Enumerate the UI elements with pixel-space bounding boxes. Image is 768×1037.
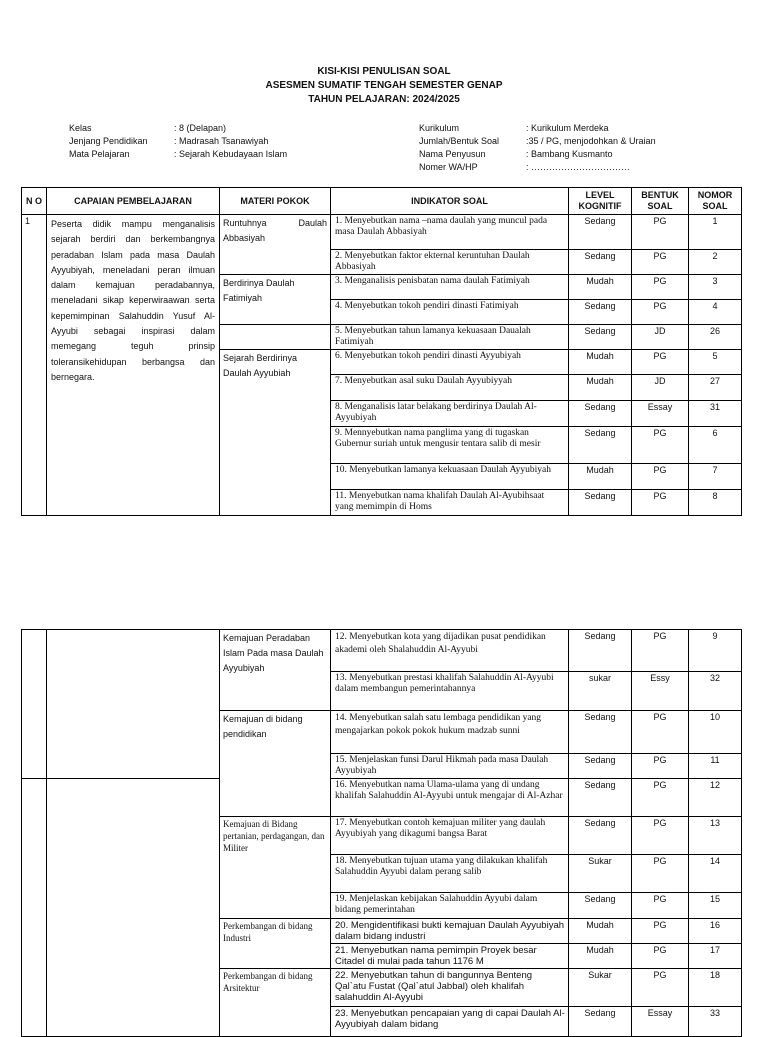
bentuk-cell: PG xyxy=(632,215,689,250)
nomor-cell: 17 xyxy=(689,944,742,969)
bentuk-cell: PG xyxy=(632,779,689,817)
nomor-cell: 27 xyxy=(689,375,742,401)
bentuk-cell: PG xyxy=(632,754,689,779)
bentuk-cell: PG xyxy=(632,919,689,944)
nomor-cell: 1 xyxy=(689,215,742,250)
bentuk-cell: PG xyxy=(632,855,689,893)
nomor-cell: 14 xyxy=(689,855,742,893)
indikator-text: 9. Mennyebutkan nama panglima yang di tugaskan Gubernur suriah untuk mengusir tentara salib di mesir xyxy=(331,427,569,464)
capaian-empty xyxy=(47,630,220,779)
indikator-text: 13. Menyebutkan prestasi khalifah Salahuddin Al-Ayyubi dalam membangun pemerintahannya xyxy=(331,672,569,711)
nomor-cell: 16 xyxy=(689,919,742,944)
level-cell: Sedang xyxy=(569,817,632,855)
bentuk-cell: PG xyxy=(632,464,689,490)
level-cell: Mudah xyxy=(569,919,632,944)
indikator-text: 6. Menyebutkan tokoh pendiri dinasti Ayyubiyah xyxy=(331,350,569,375)
indikator-text: 17. Menyebutkan contoh kemajuan militer yang daulah Ayyubiyah yang dikagumi bangsa Barat xyxy=(331,817,569,855)
indikator-text: 21. Menyebutkan nama pemimpin Proyek besar Citadel di mulai pada tahun 1176 M xyxy=(331,944,569,969)
level-cell: Mudah xyxy=(569,375,632,401)
indikator-text: 5. Menyebutkan tahun lamanya kekuasaan Daualah Fatimiyah xyxy=(331,325,569,350)
nomor-cell: 10 xyxy=(689,711,742,754)
materi-berdirinya-fatimiyah: Berdirinya Daulah Fatimiyah xyxy=(220,275,331,325)
indikator-text: 4. Menyebutkan tokoh pendiri dinasti Fatimiyah xyxy=(331,300,569,325)
indikator-text: 23. Menyebutkan pencapaian yang di capai Daulah Al-Ayyubiyah dalam bidang xyxy=(331,1007,569,1037)
materi-kemajuan-peradaban: Kemajuan Peradaban Islam Pada masa Daulah Ayyubiyah xyxy=(220,630,331,711)
indikator-text: 18. Menyebutkan tujuan utama yang dilakukan khalifah Salahuddin Ayyubi dalam perang salib xyxy=(331,855,569,893)
meta-label: Kurikulum xyxy=(419,123,460,133)
meta-label: Nomer WA/HP xyxy=(419,162,478,172)
level-cell: Sedang xyxy=(569,401,632,427)
bentuk-cell: PG xyxy=(632,490,689,516)
meta-label: Nama Penyusun xyxy=(419,149,486,159)
indikator-text: 3. Menganalisis penisbatan nama daulah Fatimiyah xyxy=(331,275,569,300)
bentuk-cell: PG xyxy=(632,817,689,855)
level-cell: Mudah xyxy=(569,944,632,969)
col-header-nomor: NOMOR SOAL xyxy=(689,188,742,215)
level-cell: Sukar xyxy=(569,969,632,1007)
level-cell: Sedang xyxy=(569,779,632,817)
indikator-text: 8. Menganalisis latar belakang berdirinya Daulah Al-Ayyubiyah xyxy=(331,401,569,427)
row-number: 1 xyxy=(22,215,47,516)
level-cell: Sedang xyxy=(569,250,632,275)
indikator-text: 1. Menyebutkan nama –nama daulah yang muncul pada masa Daulah Abbasiyah xyxy=(331,215,569,250)
materi-kemajuan-pertanian: Kemajuan di Bidang pertanian, perdagangan, dan Militer xyxy=(220,817,331,919)
level-cell: Sedang xyxy=(569,300,632,325)
table-header-row xyxy=(22,188,742,215)
bentuk-cell: PG xyxy=(632,944,689,969)
kisi-table-1 xyxy=(21,187,742,516)
meta-label: Mata Pelajaran xyxy=(69,149,130,159)
bentuk-cell: PG xyxy=(632,350,689,375)
meta-left xyxy=(69,122,287,161)
nomor-cell: 11 xyxy=(689,754,742,779)
nomor-cell: 12 xyxy=(689,779,742,817)
bentuk-cell: PG xyxy=(632,300,689,325)
level-cell: Mudah xyxy=(569,350,632,375)
table-row xyxy=(22,215,742,250)
col-header-capaian: CAPAIAN PEMBELAJARAN xyxy=(47,188,220,215)
bentuk-cell: PG xyxy=(632,893,689,919)
indikator-text: 11. Menyebutkan nama khalifah Daulah Al-Ayubihsaat yang memimpin di Homs xyxy=(331,490,569,516)
bentuk-cell: JD xyxy=(632,375,689,401)
indikator-text: 19. Menjelaskan kebijakan Salahuddin Ayyubi dalam bidang pemerintahan xyxy=(331,893,569,919)
bentuk-cell: PG xyxy=(632,630,689,672)
meta-label: Jumlah/Bentuk Soal xyxy=(419,136,500,146)
meta-value: : Kurikulum Merdeka xyxy=(526,123,609,133)
table-row xyxy=(22,779,742,817)
materi-kemajuan-pendidikan: Kemajuan di bidang pendidikan xyxy=(220,711,331,817)
indikator-text: 22. Menyebutkan tahun di bangunnya Benteng Qal`atu Fustat (Qal`atul Jabbal) oleh khalifah salahuddin Al-Ayyubi xyxy=(331,969,569,1007)
nomor-cell: 9 xyxy=(689,630,742,672)
level-cell: Sedang xyxy=(569,215,632,250)
level-cell: Sukar xyxy=(569,855,632,893)
nomor-cell: 8 xyxy=(689,490,742,516)
nomor-cell: 2 xyxy=(689,250,742,275)
nomor-cell: 33 xyxy=(689,1007,742,1037)
indikator-text: 16. Menyebutkan nama Ulama-ulama yang di undang khalifah Salahuddin Al-Ayyubi untuk mengajar di Al-Azhar xyxy=(331,779,569,817)
nomor-cell: 13 xyxy=(689,817,742,855)
nomor-cell: 6 xyxy=(689,427,742,464)
kisi-table-2 xyxy=(21,629,742,1037)
bentuk-cell: PG xyxy=(632,275,689,300)
doc-subtitle: ASESMEN SUMATIF TENGAH SEMESTER GENAP xyxy=(265,80,503,91)
meta-label: Jenjang Pendidikan xyxy=(69,136,148,146)
col-header-no: N O xyxy=(22,188,47,215)
capaian-empty xyxy=(47,779,220,1037)
indikator-text: 2. Menyebutkan faktor ekternal keruntuhan Daulah Abbasiyah xyxy=(331,250,569,275)
materi-sejarah-ayyubiah: Sejarah Berdirinya Daulah Ayyubiah xyxy=(220,350,331,516)
indikator-text: 15. Menjelaskan funsi Darul Hikmah pada masa Daulah Ayyubiyah xyxy=(331,754,569,779)
col-header-bentuk: BENTUK SOAL xyxy=(632,188,689,215)
materi-perkembangan-arsitektur: Perkembangan di bidang Arsitektur xyxy=(220,969,331,1037)
materi-empty xyxy=(220,325,331,350)
level-cell: Sedang xyxy=(569,325,632,350)
indikator-text: 20. Mengidentifikasi bukti kemajuan Daulah Ayyubiyah dalam bidang industri xyxy=(331,919,569,944)
meta-label: Kelas xyxy=(69,123,92,133)
materi-runtuhnya: Runtuhnya Daulah Abbasiyah xyxy=(220,215,331,275)
nomor-cell: 7 xyxy=(689,464,742,490)
level-cell: Sedang xyxy=(569,630,632,672)
level-cell: Sedang xyxy=(569,427,632,464)
bentuk-cell: JD xyxy=(632,325,689,350)
bentuk-cell: Essay xyxy=(632,401,689,427)
meta-value: : …………………………… xyxy=(526,162,631,172)
doc-title: KISI-KISI PENULISAN SOAL xyxy=(317,66,451,77)
bentuk-cell: Essay xyxy=(632,1007,689,1037)
materi-perkembangan-industri: Perkembangan di bidang Industri xyxy=(220,919,331,969)
indikator-text: 7. Menyebutkan asal suku Daulah Ayyubiyyah xyxy=(331,375,569,401)
table-row xyxy=(22,630,742,672)
meta-value: : 8 (Delapan) xyxy=(174,123,227,133)
col-header-materi: MATERI POKOK xyxy=(220,188,331,215)
bentuk-cell: Essy xyxy=(632,672,689,711)
level-cell: Mudah xyxy=(569,275,632,300)
nomor-cell: 4 xyxy=(689,300,742,325)
level-cell: Sedang xyxy=(569,711,632,754)
level-cell: Sedang xyxy=(569,490,632,516)
col-header-level: LEVEL KOGNITIF xyxy=(569,188,632,215)
indikator-text: 10. Menyebutkan lamanya kekuasaan Daulah Ayyubiyah xyxy=(331,464,569,490)
col-header-indikator: INDIKATOR SOAL xyxy=(331,188,569,215)
nomor-cell: 15 xyxy=(689,893,742,919)
meta-value: : Sejarah Kebudayaan Islam xyxy=(174,149,288,159)
bentuk-cell: PG xyxy=(632,969,689,1007)
level-cell: sukar xyxy=(569,672,632,711)
nomor-cell: 32 xyxy=(689,672,742,711)
bentuk-cell: PG xyxy=(632,711,689,754)
nomor-cell: 18 xyxy=(689,969,742,1007)
level-cell: Mudah xyxy=(569,464,632,490)
indikator-text: 14. Menyebutkan salah satu lembaga pendidikan yang mengajarkan pokok pokok hukum madzab sunni xyxy=(331,711,569,754)
level-cell: Sedang xyxy=(569,893,632,919)
nomor-cell: 26 xyxy=(689,325,742,350)
nomor-cell: 5 xyxy=(689,350,742,375)
level-cell: Sedang xyxy=(569,1007,632,1037)
level-cell: Sedang xyxy=(569,754,632,779)
bentuk-cell: PG xyxy=(632,250,689,275)
capaian-text: Peserta didik mampu menganalisis sejarah berdiri dan berkembangnya peradaban Islam pada masa Daulah Ayyubiyah, meneladani peran ilmuan dalam kemajuan peradabannya, meneladani sikap keperwiraawan serta kepemimpinan Salahuddin Yusuf Al-Ayyubi sebagai inspirasi dalam memegang teguh prinsip toleransikehidupan berbangsa dan bernegara. xyxy=(47,215,220,516)
meta-value: : Bambang Kusmanto xyxy=(526,149,613,159)
bentuk-cell: PG xyxy=(632,427,689,464)
meta-value: :35 / PG, menjodohkan & Uraian xyxy=(526,136,656,146)
doc-year: TAHUN PELAJARAN: 2024/2025 xyxy=(308,94,460,105)
nomor-cell: 3 xyxy=(689,275,742,300)
row-number-empty xyxy=(22,630,47,779)
meta-right xyxy=(419,122,656,174)
indikator-text: 12. Menyebutkan kota yang dijadikan pusat pendidikan akademi oleh Shalahuddin Al-Ayyubi xyxy=(331,630,569,672)
nomor-cell: 31 xyxy=(689,401,742,427)
meta-value: : Madrasah Tsanawiyah xyxy=(174,136,269,146)
row-number-empty xyxy=(22,779,47,1037)
